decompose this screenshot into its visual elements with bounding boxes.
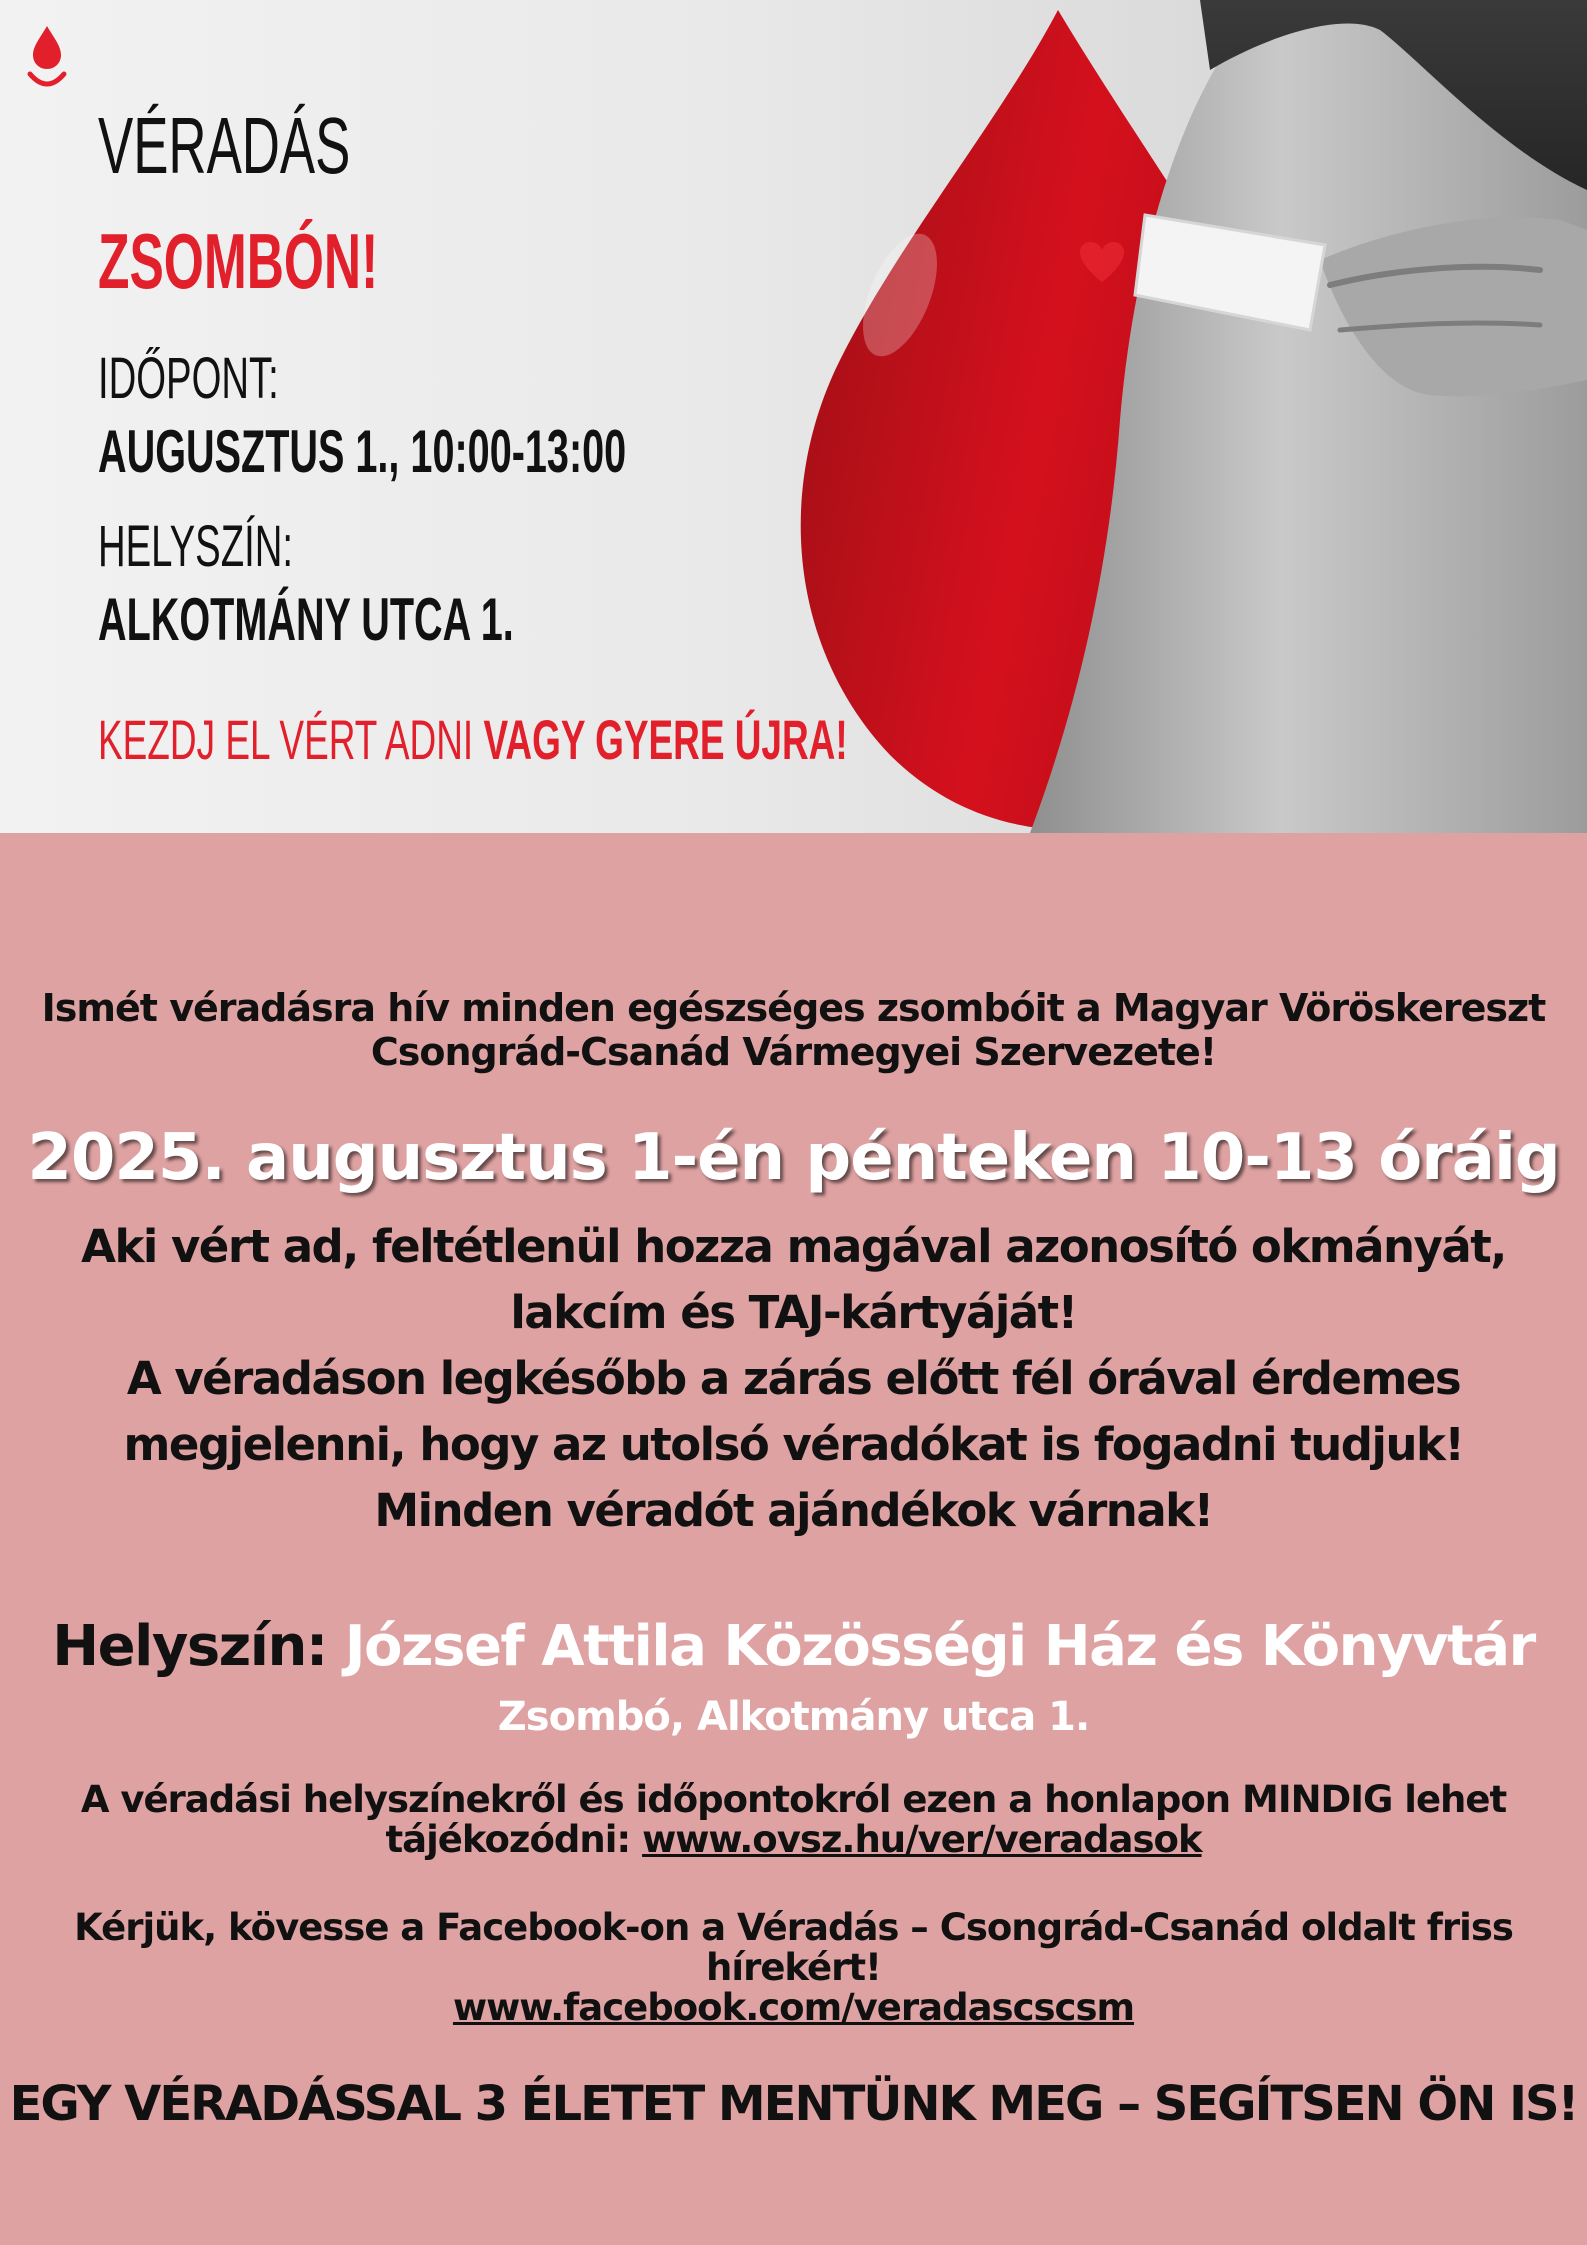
- time-label: IDŐPONT:: [98, 346, 279, 411]
- req-line-1: Aki vért ad, feltétlenül hozza magával azonosító okmányát,: [81, 1220, 1506, 1273]
- blood-drop-logo-icon: [22, 22, 72, 94]
- req-line-2: lakcím és TAJ-kártyáját!: [510, 1286, 1077, 1339]
- place-label: HELYSZÍN:: [98, 514, 293, 579]
- location-label: Helyszín:: [52, 1614, 345, 1679]
- requirements-text: [0, 1214, 1587, 1544]
- intro-line-2: Csongrád-Csanád Vármegyei Szervezete!: [370, 1030, 1217, 1074]
- time-value: AUGUSZTUS 1., 10:00-13:00: [98, 418, 627, 485]
- blood-drop-arm-bandage-illustration: [780, 0, 1587, 833]
- call-to-action: [98, 708, 848, 771]
- info-line-1: A véradási helyszínekről és időpontokról ezen a honlapon MINDIG lehet: [80, 1778, 1507, 1821]
- info-line-2-prefix: tájékozódni:: [385, 1818, 643, 1861]
- banner-title: VÉRADÁS: [98, 101, 351, 190]
- location-heading: [0, 1612, 1587, 1682]
- intro-line-1: Ismét véradásra hív minden egészséges zsombóit a Magyar Vöröskereszt: [41, 986, 1546, 1030]
- info-text: [0, 1780, 1587, 1860]
- header-banner: [0, 0, 1587, 833]
- facebook-text: [0, 1908, 1587, 2028]
- ovsz-link[interactable]: www.ovsz.hu/ver/veradasok: [642, 1818, 1202, 1861]
- location-address: Zsombó, Alkotmány utca 1.: [497, 1694, 1090, 1740]
- facebook-link[interactable]: www.facebook.com/veradascscsm: [452, 1986, 1135, 2029]
- place-value: ALKOTMÁNY UTCA 1.: [98, 586, 514, 653]
- banner-town: ZSOMBÓN!: [98, 217, 379, 305]
- location-name: József Attila Közösségi Ház és Könyvtár: [344, 1614, 1535, 1679]
- req-line-4: megjelenni, hogy az utolsó véradókat is fogadni tudjuk!: [123, 1418, 1464, 1471]
- fb-line-1: Kérjük, kövesse a Facebook-on a Véradás – Csongrád-Csanád oldalt friss: [74, 1906, 1513, 1949]
- event-date: 2025. augusztus 1-én pénteken 10-13 óráig: [27, 1121, 1560, 1195]
- slogan: EGY VÉRADÁSSAL 3 ÉLETET MENTÜNK MEG – SEGÍTSEN ÖN IS!: [9, 2076, 1578, 2132]
- intro-text: [0, 986, 1587, 1074]
- cta-regular: KEZDJ EL VÉRT ADNI: [98, 708, 484, 771]
- req-line-5: Minden véradót ajándékok várnak!: [374, 1484, 1213, 1537]
- cta-bold: VAGY GYERE ÚJRA!: [483, 708, 848, 771]
- fb-line-2: hírekért!: [706, 1946, 881, 1989]
- req-line-3: A véradáson legkésőbb a zárás előtt fél órával érdemes: [126, 1352, 1461, 1405]
